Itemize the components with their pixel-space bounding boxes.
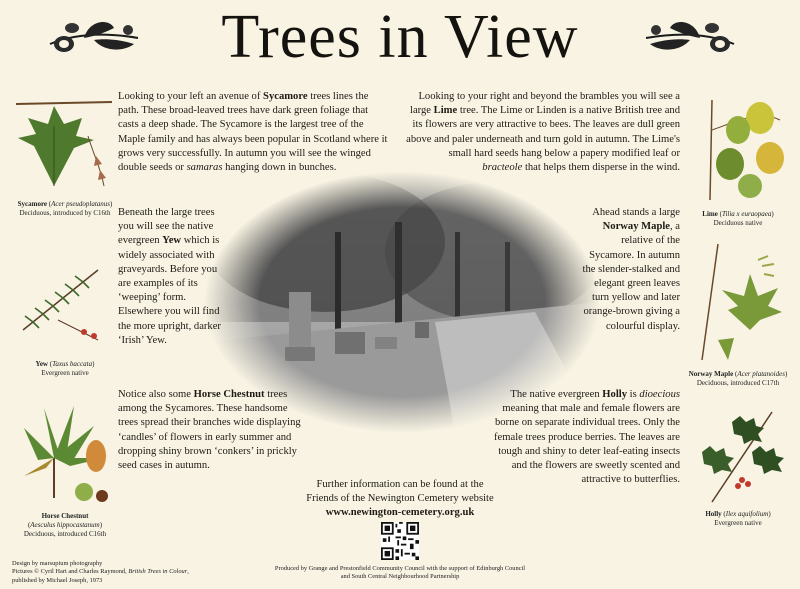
yew-caption: Yew (Taxus baccata) Evergreen native [35,360,95,377]
caption-name: Lime [702,210,718,218]
credit-line: Pictures © Cyril Hart and Charles Raymond, [12,568,129,576]
norway-maple-paragraph [582,206,680,334]
caption-note: Deciduous native [713,219,763,227]
text-run: Notice also some [118,389,194,400]
caption-latin: Acer pseudoplatanus [51,200,111,208]
caption-name: Holly [705,510,722,518]
term: bracteole [482,162,523,174]
tree-name: Holly [602,389,628,400]
design-credits [12,560,252,585]
yew-illustration [18,250,108,350]
caption-name: Yew [35,360,48,368]
sycamore-illustration [14,96,114,196]
horse-chestnut-caption: Horse Chestnut (Aesculus hippocastanum) Deciduous, introduced C16th [23,512,107,538]
ornament-left-icon [44,14,144,58]
caption-name: Horse Chestnut [41,512,89,520]
tree-name: Lime [433,105,458,117]
credit-line: published by Michael Joseph, 1973 [12,576,103,584]
term: dioecious [639,389,680,400]
caption-latin: Taxus baccata [52,360,93,368]
holly-illustration [692,402,792,510]
tree-name: Yew [162,235,182,247]
sycamore-paragraph [118,90,390,175]
caption-latin: Ilex aquifolium [725,510,769,518]
produced-line: and South Central Neighbourhood Partnership [340,573,460,581]
holly-paragraph [488,388,680,487]
info-line: Friends of the Newington Cemetery website [306,493,494,505]
horse-chestnut-illustration [14,398,114,510]
credit-line: Design by marsupium photography [12,560,103,567]
caption-latin: Acer platanoides [737,370,785,378]
website-link[interactable]: www.newington-cemetery.org.uk [325,507,475,519]
text-run: Looking to your right and beyond the brambles you will see a large [410,91,680,117]
caption-latin: Tilia x euraopaea [721,210,772,218]
holly-caption: Holly (Ilex aquifolium) Evergreen native [705,510,771,527]
text-run: meaning that male and female flowers are borne on separate individual trees. Only the female trees produce berries. The leaves are tough and shiny to deter leaf-eating insects and the flowers are sweetly scented and attractive to butterflies. [494,403,680,486]
book-title: British Trees in Colour [128,568,188,576]
sycamore-caption: Sycamore (Acer pseudoplatanus) Deciduous, introduced by C16th [17,200,113,217]
credit-line: , [187,568,189,576]
lime-paragraph [406,90,680,175]
norway-maple-illustration [688,240,792,368]
text-run: Looking to your left an avenue of [118,91,264,102]
text-run: hanging down in bunches. [222,162,337,174]
tree-name: Norway Maple [602,221,670,233]
caption-note: Evergreen native [41,369,89,377]
text-run: The native evergreen [510,389,603,400]
caption-name: Norway Maple [688,370,734,378]
caption-name: Sycamore [17,200,48,208]
qr-code-icon[interactable] [381,522,419,560]
further-info [300,478,500,521]
text-run: , a relative of the Sycamore. In autumn the slender-stalked and elegant green leaves turn yellow and later orange-brown giving a colourful display. [582,221,680,332]
text-run: tree. The Lime or Linden is a native British tree and its flowers are very attractive to bees. The leaves are dull green above and paler underneath and turn gold in autumn. The Lime's small hard seeds hang below a papery modified leaf or [406,105,680,159]
caption-note: Deciduous, introduced C17th [696,379,780,387]
lime-illustration [690,90,790,208]
caption-note: Deciduous, introduced C16th [23,530,107,538]
ornament-right-icon [640,14,740,58]
produced-by [250,565,550,582]
text-run: Ahead stands a large [592,207,680,218]
caption-note: Deciduous, introduced by C16th [19,209,111,217]
page-title: Trees in View [221,3,579,71]
caption-note: Evergreen native [714,519,762,527]
norway-maple-caption: Norway Maple (Acer platanoides) Deciduous, introduced C17th [688,370,788,387]
term: samaras [186,162,223,174]
text-run: which is widely associated with graveyards. Before you are examples of its ‘weeping’ form. Elsewhere you will find the more upright, darker ‘Irish’ Yew. [118,235,221,346]
text-run: trees lines the path. These broad-leaved trees have dark green foliage that casts a deep shade. The Sycamore is the largest tree of the Maple family and has always been popular in Scotland where it grows very successfully. In autumn you will see the winged double seeds or [118,91,388,174]
text-run: is [627,389,640,400]
tree-name: Sycamore [263,91,308,102]
info-line: Further information can be found at the [316,479,484,490]
text-run: trees among the Sycamores. These handsome trees spread their branches wide displaying ‘candles’ of flowers in early summer and dropping shiny brown ‘conkers’ in prickly seed cases in autumn. [118,389,301,472]
tree-name: Horse Chestnut [193,389,265,400]
text-run: Beneath the large trees you will see the native evergreen [118,207,215,247]
horse-chestnut-paragraph [118,388,306,473]
lime-caption: Lime (Tilia x euraopaea) Deciduous native [702,210,774,227]
produced-line: Produced by Grange and Prestonfield Community Council with the support of Edinburgh Council [274,565,526,572]
yew-paragraph [118,206,224,348]
caption-latin: Aesculus hippocastanum [30,521,100,529]
text-run: that helps them disperse in the wind. [522,162,680,174]
